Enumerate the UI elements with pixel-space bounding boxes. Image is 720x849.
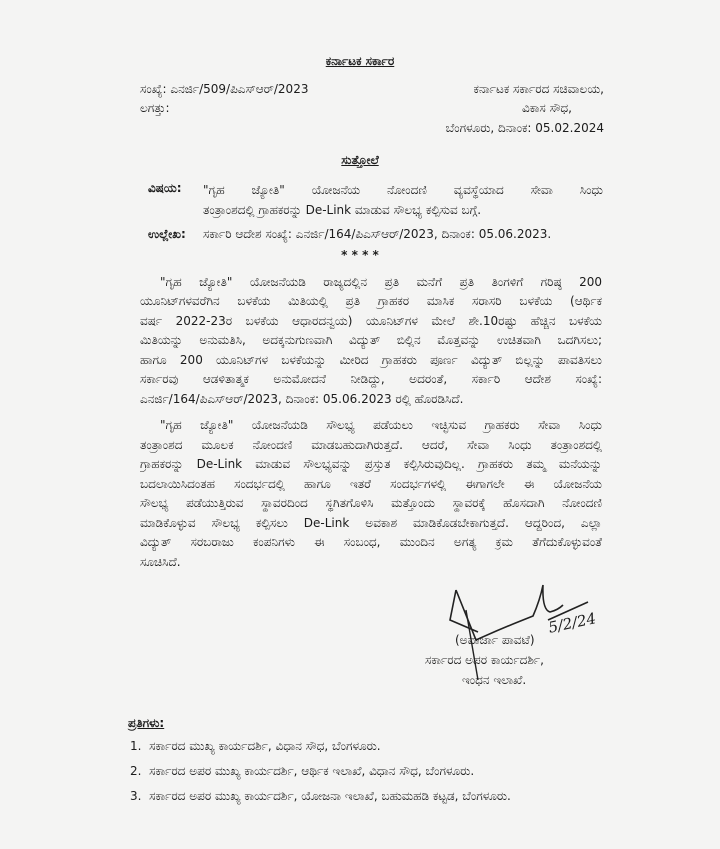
paragraph-line: ಎನರ್ಜಿ/164/ಪಿಎಸ್‌ಆರ್/2023, ದಿನಾಂಕ: 05.06.2023 ರಲ್ಲಿ ಹೊರಡಿಸಿದೆ. (140, 392, 464, 406)
signatory-department: ಇಂಧನ ಇಲಾಖೆ. (462, 673, 527, 687)
subject-line-2: ತಂತ್ರಾಂಶದಲ್ಲಿ ಗ್ರಾಹಕರನ್ನು De-Link ಮಾಡುವ ಸೌಲಭ್ಯ ಕಲ್ಪಿಸುವ ಬಗ್ಗೆ. (203, 203, 482, 217)
paragraph-line: ಸೌಲಭ್ಯ ಪಡೆಯುತ್ತಿರುವ ಸ್ಥಾವರದಿಂದ ಸ್ಥಗಿತಗೊಳಿಸಿ ಮತ್ತೊಂದು ಸ್ಥಾವರಕ್ಕೆ ಹೊಸದಾಗಿ ನೋಂದಣಿ (140, 496, 602, 510)
copy-number: 1. (130, 739, 142, 753)
copies-heading: ಪ್ರತಿಗಳು: (128, 716, 165, 730)
copy-text: ಸರ್ಕಾರದ ಅಪರ ಮುಖ್ಯ ಕಾರ್ಯದರ್ಶಿ, ಆರ್ಥಿಕ ಇಲಾಖೆ, ವಿಧಾನ ಸೌಧ, ಬೆಂಗಳೂರು. (149, 764, 475, 778)
signatory-name: (ಅವಾರ್ಜಾ ಪಾವಟೆ) (455, 633, 535, 647)
paragraph-line: "ಗೃಹ ಜ್ಯೋತಿ" ಯೋಜನೆಯಡಿ ಸೌಲಭ್ಯ ಪಡೆಯಲು ಇಚ್ಛಿಸುವ ಗ್ರಾಹಕರು ಸೇವಾ ಸಿಂಧು (160, 418, 602, 432)
reference-text: ಸರ್ಕಾರಿ ಆದೇಶ ಸಂಖ್ಯೆ: ಎನರ್ಜಿ/164/ಪಿಎಸ್‌ಆರ್/2023, ದಿನಾಂಕ: 05.06.2023. (203, 227, 552, 241)
paragraph-line: ಮಾಡಿಕೊಳ್ಳುವ ಸೌಲಭ್ಯ ಕಲ್ಪಿಸಲು De-Link ಅವಕಾಶ ಮಾಡಿಕೊಡಬೇಕಾಗುತ್ತದೆ. ಆದ್ದರಿಂದ, ಎಲ್ಲಾ (140, 516, 602, 530)
paragraph-line: ವರ್ಷ 2022-23ರ ಬಳಕೆಯ ಆಧಾರದನ್ವಯ) ಯೂನಿಟ್‌ಗಳ ಮೇಲೆ ಶೇ.10ರಷ್ಟು ಹೆಚ್ಚಿನ ಬಳಕೆಯ (140, 314, 602, 328)
document-title: ಕರ್ನಾಟಕ ಸರ್ಕಾರ (325, 54, 395, 68)
circular-title: ಸುತ್ತೋಲೆ (341, 153, 379, 167)
copy-item (130, 789, 511, 804)
signatory-designation: ಸರ್ಕಾರದ ಅಪರ ಕಾರ್ಯದರ್ಶಿ, (425, 653, 544, 667)
place-date: ಬೆಂಗಳೂರು, ದಿನಾಂಕ: 05.02.2024 (445, 121, 604, 135)
paragraph-line: ಮಿತಿಯನ್ನು ಅನುಮತಿಸಿ, ಅದಕ್ಕನುಗುಣವಾಗಿ ವಿದ್ಯುತ್ ಬಿಲ್ಲಿನ ಮೊತ್ತವನ್ನು ಉಚಿತವಾಗಿ ಒದಗಿಸಲು; (140, 333, 602, 347)
paragraph-line: ವಿದ್ಯುತ್ ಸರಬರಾಜು ಕಂಪನಿಗಳು ಈ ಸಂಬಂಧ, ಮುಂದಿನ ಅಗತ್ಯ ಕ್ರಮ ತೆಗೆದುಕೊಳ್ಳುವಂತೆ (140, 535, 602, 549)
paragraph-line: ಯೂನಿಟ್‌ಗಳವರೆಗಿನ ಬಳಕೆಯ ಮಿತಿಯಲ್ಲಿ ಪ್ರತಿ ಗ್ರಾಹಕರ ಮಾಸಿಕ ಸರಾಸರಿ ಬಳಕೆಯ (ಆರ್ಥಿಕ (140, 294, 602, 308)
copy-text: ಸರ್ಕಾರದ ಮುಖ್ಯ ಕಾರ್ಯದರ್ಶಿ, ವಿಧಾನ ಸೌಧ, ಬೆಂಗಳೂರು. (149, 739, 381, 753)
address-line-1: ಕರ್ನಾಟಕ ಸರ್ಕಾರದ ಸಚಿವಾಲಯ, (473, 82, 604, 96)
paragraph-line: "ಗೃಹ ಜ್ಯೋತಿ" ಯೋಜನೆಯಡಿ ರಾಜ್ಯದಲ್ಲಿನ ಪ್ರತಿ ಮನೆಗೆ ಪ್ರತಿ ತಿಂಗಳಿಗೆ ಗರಿಷ್ಠ 200 (160, 275, 602, 289)
handwritten-date: 5/2/24 (546, 609, 598, 637)
paragraph-line: ಸೂಚಿಸಿದೆ. (140, 555, 181, 569)
copy-item (130, 764, 474, 779)
paragraph-line: ಸರ್ಕಾರವು ಆಡಳಿತಾತ್ಮಕ ಅನುಮೋದನೆ ನೀಡಿದ್ದು, ಅದರಂತೆ, ಸರ್ಕಾರಿ ಆದೇಶ ಸಂಖ್ಯೆ: (140, 372, 602, 386)
reference-label: ಉಲ್ಲೇಖ: (148, 227, 186, 241)
paragraph-line: ತಂತ್ರಾಂಶದ ಮೂಲಕ ನೋಂದಣಿ ಮಾಡಬಹುದಾಗಿರುತ್ತದೆ. ಆದರೆ, ಸೇವಾ ಸಿಂಧು ತಂತ್ರಾಂಶದಲ್ಲಿ (140, 438, 602, 452)
enclosures-label: ಲಗತ್ತು: (140, 101, 170, 115)
address-line-2: ವಿಕಾಸ ಸೌಧ, (522, 101, 572, 115)
copy-number: 2. (130, 764, 142, 778)
separator: * * * * (341, 248, 379, 262)
paragraph-line: ಹಾಗೂ 200 ಯೂನಿಟ್‌ಗಳ ಬಳಕೆಯನ್ನು ಮೀರಿದ ಗ್ರಾಹಕರು ಪೂರ್ಣ ವಿದ್ಯುತ್ ಬಿಲ್ಲನ್ನು ಪಾವತಿಸಲು (140, 353, 602, 367)
copy-text: ಸರ್ಕಾರದ ಅಪರ ಮುಖ್ಯ ಕಾರ್ಯದರ್ಶಿ, ಯೋಜನಾ ಇಲಾಖೆ, ಬಹುಮಹಡಿ ಕಟ್ಟಡ, ಬೆಂಗಳೂರು. (149, 789, 511, 803)
copy-number: 3. (130, 789, 142, 803)
order-number: ಸಂಖ್ಯೆ: ಎನರ್ಜಿ/509/ಪಿಎಸ್‌ಆರ್/2023 (140, 82, 309, 96)
copy-item (130, 739, 381, 754)
subject-line-1: "ಗೃಹ ಜ್ಯೋತಿ" ಯೋಜನೆಯ ನೋಂದಣಿ ವ್ಯವಸ್ಥೆಯಾದ ಸೇವಾ ಸಿಂಧು (203, 183, 603, 197)
paragraph-line: ಬದಲಾಯಿಸಿದಂತಹ ಸಂದರ್ಭದಲ್ಲಿ ಹಾಗೂ ಇತರೆ ಸಂದರ್ಭಗಳಲ್ಲಿ ಈಗಾಗಲೇ ಈ ಯೋಜನೆಯ (140, 477, 602, 491)
subject-label: ವಿಷಯ: (148, 181, 182, 195)
paragraph-line: ಗ್ರಾಹಕರನ್ನು De-Link ಮಾಡುವ ಸೌಲಭ್ಯವನ್ನು ಪ್ರಸ್ತುತ ಕಲ್ಪಿಸಿರುವುದಿಲ್ಲ. ಗ್ರಾಹಕರು ತಮ್ಮ ಮನೆಯನ್ನು (140, 457, 602, 471)
